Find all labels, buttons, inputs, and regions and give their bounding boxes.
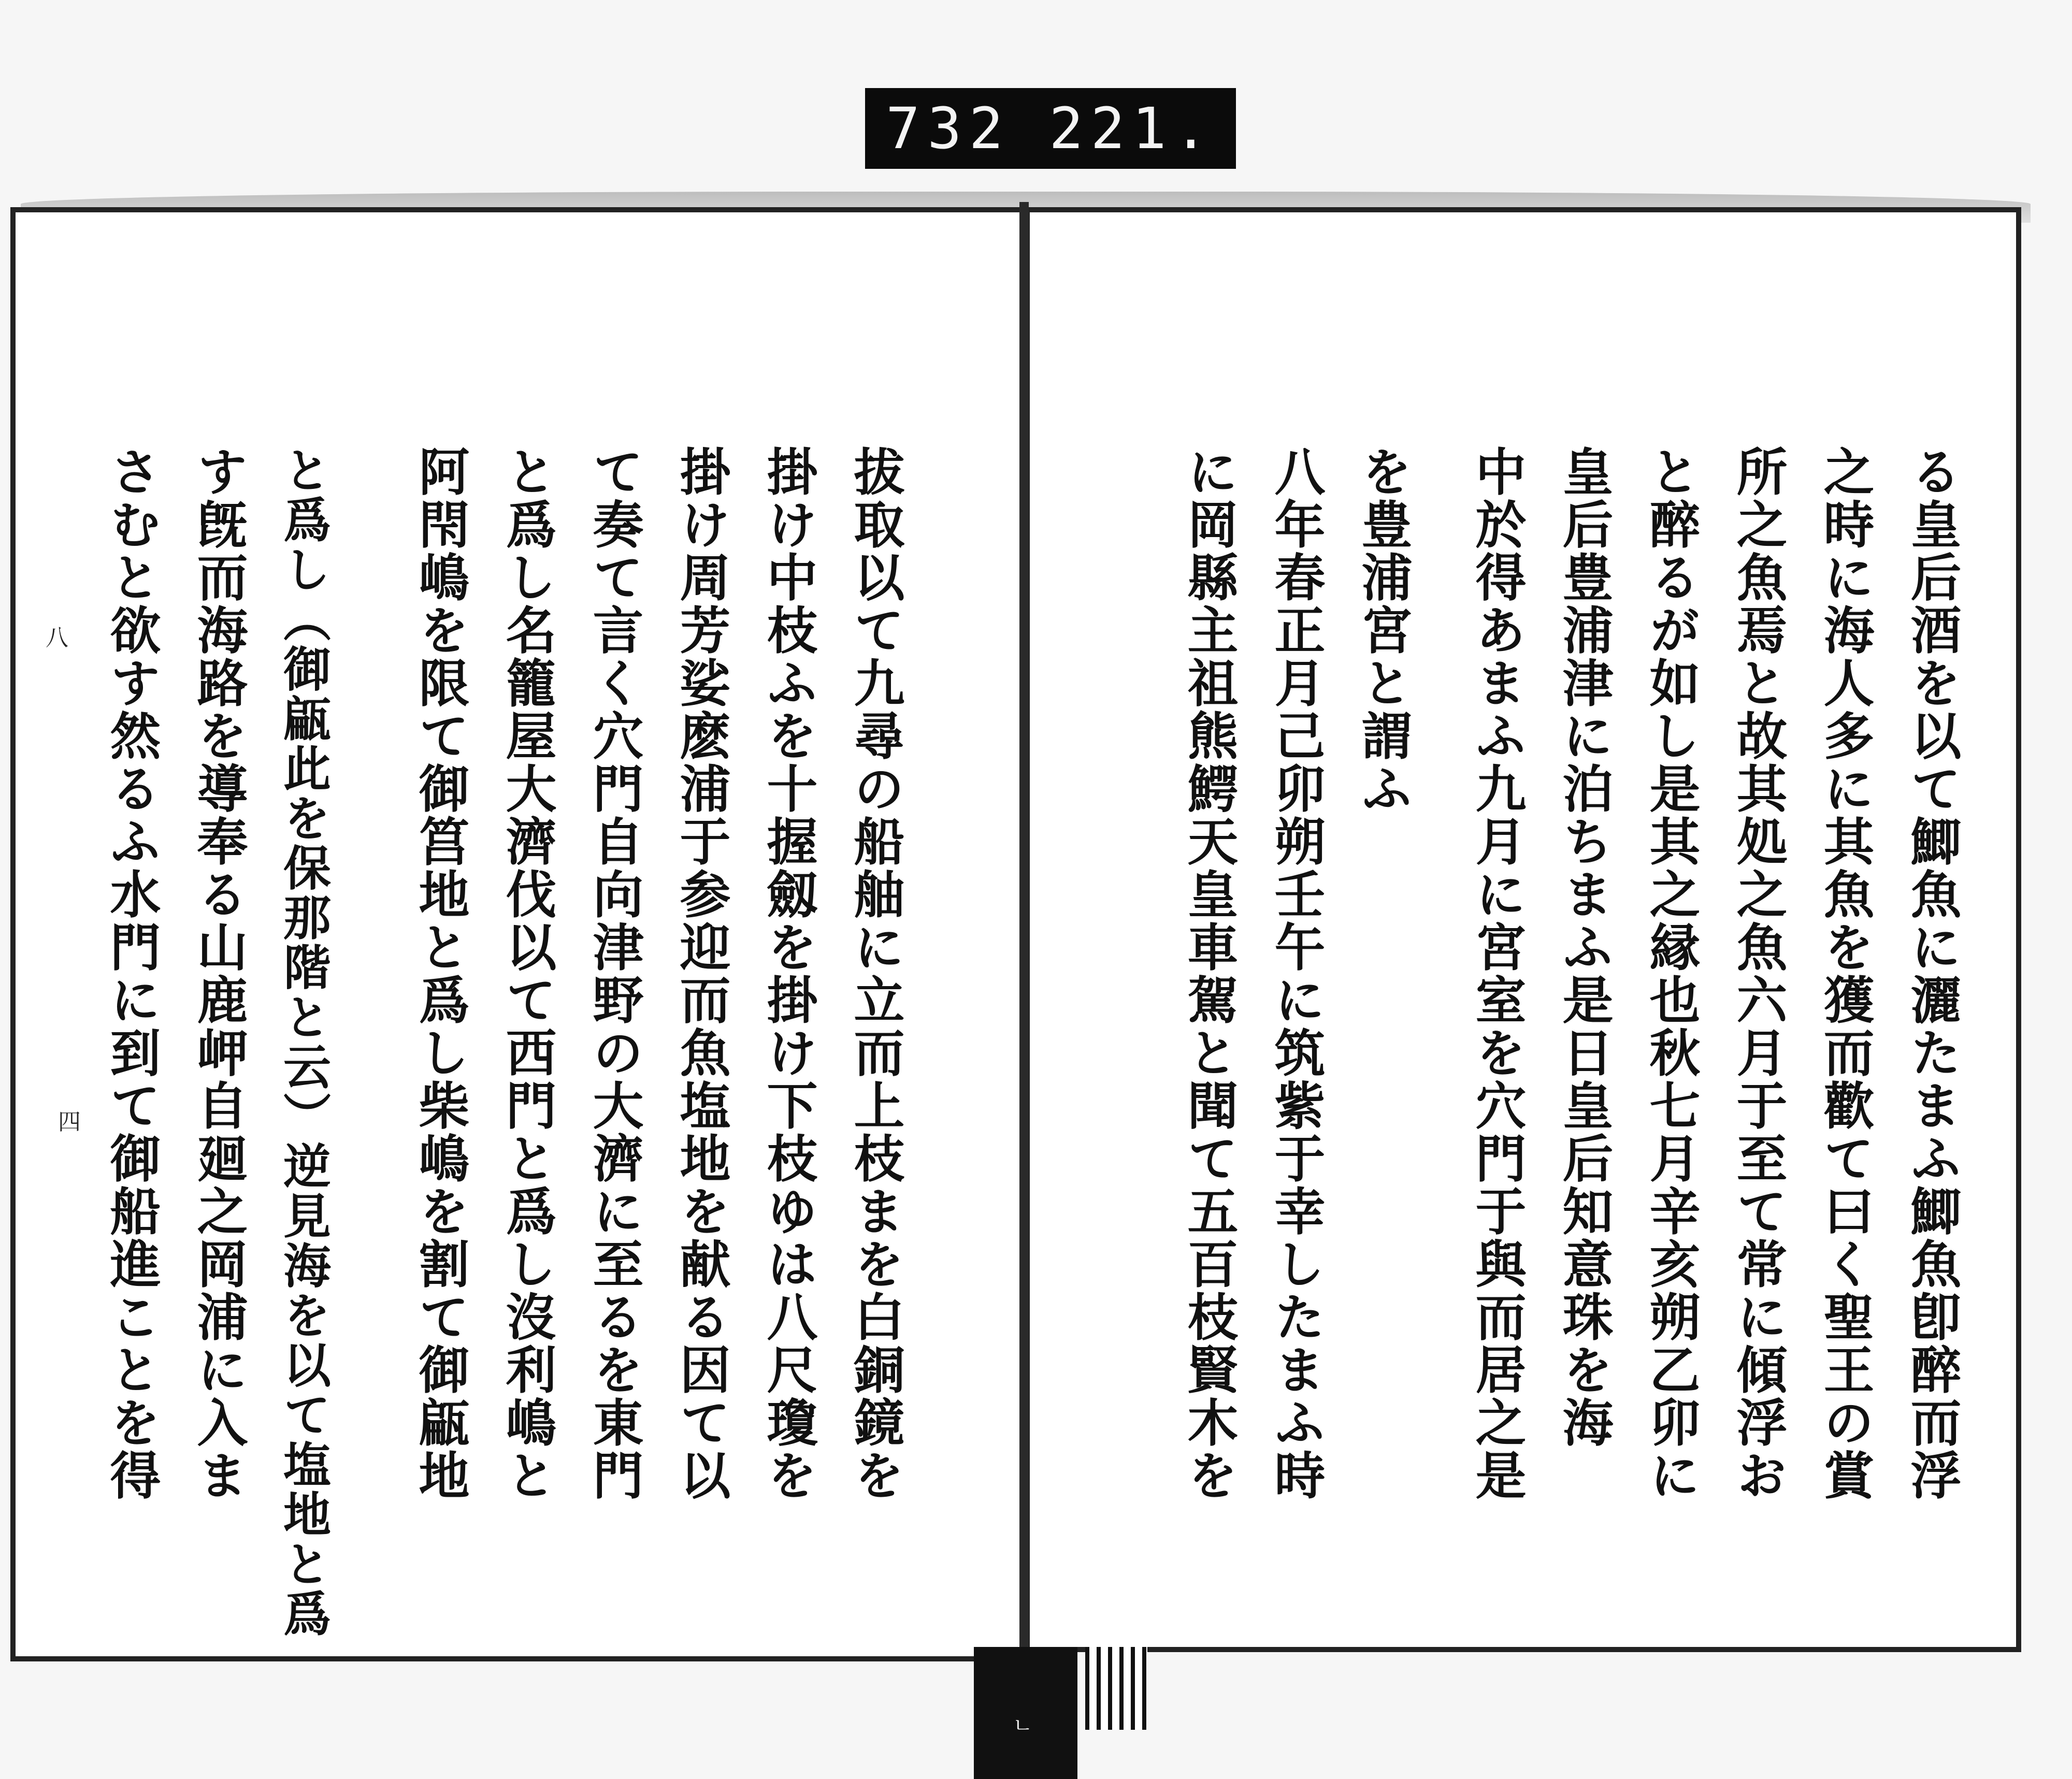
right-column-4: と醉るが如し是其之縁也秋七月辛亥朔乙卯に	[1641, 445, 1701, 1502]
right-column-6: 中於得あまふ九月に宮室を穴門于與而居之是	[1467, 445, 1527, 1502]
left-column-1: 拔取以て九尋の船舳に立而上枝まを白銅鏡を	[845, 445, 905, 1502]
right-column-3: 所之魚焉と故其処之魚六月于至て常に傾浮お	[1728, 445, 1788, 1502]
left-column-4: て奏て言く穴門自向津野の大濟に至るを東門	[584, 445, 644, 1502]
page-margin-mark: 四	[58, 1109, 81, 1135]
left-column-7: と爲し（御甂此を保那階と云）逆見海を以て塩地と爲	[276, 445, 332, 1639]
left-column-3: 掛け周芳娑麽浦于参迎而魚塩地を献る因て以	[671, 445, 731, 1502]
left-column-5: と爲し名籠屋大濟伐以て西門と爲し沒利嶋と	[497, 445, 557, 1502]
microfilm-reel-label	[865, 88, 1236, 169]
left-column-6: 阿閇嶋を限て御筥地と爲し柴嶋を割て御甂地	[410, 445, 470, 1502]
book-gutter	[1019, 202, 1029, 1668]
right-column-2: 之時に海人多に其魚を獲而歡て曰く聖王の賞	[1815, 445, 1875, 1502]
page-fold-lines	[1085, 1647, 1147, 1730]
left-column-9: さむと欲す然るふ水門に到て御船進ことを得	[102, 445, 161, 1502]
right-column-7: を豊浦宮と謂ふ	[1353, 445, 1413, 815]
left-column-2: 掛け中枝ふを十握劔を掛け下枝ゆは八尺瓊を	[758, 445, 818, 1502]
right-column-8: 八年春正月己卯朔壬午に筑紫于幸したまふ時	[1266, 445, 1326, 1502]
right-column-5: 皇后豊浦津に泊ちまふ是日皇后知意珠を海	[1554, 445, 1614, 1449]
reel-number-left: 732	[886, 95, 1011, 162]
reel-number-right: 221.	[1049, 95, 1215, 162]
right-column-9: に岡縣主祖熊鰐天皇車駕と聞て五百枝賢木を	[1179, 445, 1239, 1502]
bottom-tab-mark: ㄴ	[1013, 1714, 1033, 1738]
left-column-8: す旣而海路を導奉る山鹿岬自廻之岡浦に入ま	[189, 445, 248, 1502]
page-margin-mark: 八	[46, 625, 68, 651]
right-column-1: る皇后酒を以て鯽魚に灑たまふ鯽魚卽醉而浮	[1902, 445, 1962, 1502]
